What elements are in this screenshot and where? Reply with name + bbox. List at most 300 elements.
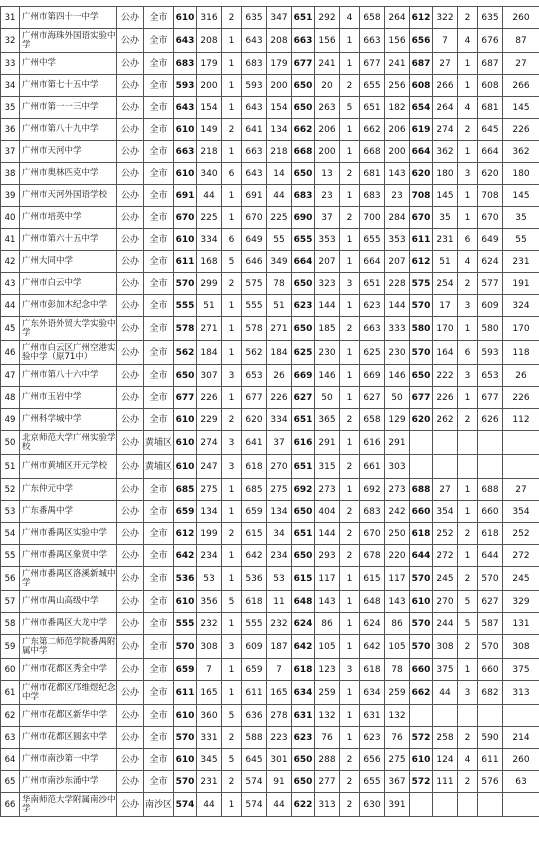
min-score-cell: 687 [410, 53, 433, 75]
row-index-cell: 58 [1, 613, 20, 635]
score-cell: 663 [360, 317, 385, 341]
school-type-cell: 公办 [117, 705, 144, 727]
school-name-cell: 广州市奥林匹克中学 [20, 163, 117, 185]
row-index-cell: 64 [1, 749, 20, 771]
score-cell: 618 [242, 591, 267, 613]
score-cell: 87 [503, 29, 539, 53]
score-cell: 5 [222, 749, 242, 771]
score-cell: 37 [315, 207, 340, 229]
score-cell: 1 [340, 141, 360, 163]
score-cell: 2 [222, 727, 242, 749]
min-score-cell: 677 [410, 387, 433, 409]
score-cell: 271 [197, 317, 222, 341]
min-score-cell: 555 [174, 295, 197, 317]
min-score-cell: 683 [292, 185, 315, 207]
score-cell: 708 [478, 185, 503, 207]
score-cell: 51 [433, 251, 458, 273]
row-index-cell: 52 [1, 479, 20, 501]
score-cell: 635 [478, 7, 503, 29]
table-row [1, 97, 539, 119]
score-cell: 1 [222, 53, 242, 75]
score-cell: 340 [197, 163, 222, 185]
score-cell: 682 [478, 681, 503, 705]
score-cell: 149 [197, 119, 222, 141]
school-name-cell: 华南师范大学附属南沙中学 [20, 793, 117, 817]
min-score-cell: 650 [292, 317, 315, 341]
score-cell: 570 [478, 567, 503, 591]
score-cell: 134 [197, 501, 222, 523]
school-type-cell: 公办 [117, 591, 144, 613]
score-cell: 35 [433, 207, 458, 229]
score-cell [458, 793, 478, 817]
score-cell: 292 [315, 7, 340, 29]
score-cell: 53 [267, 567, 292, 591]
school-name-cell: 广州市白云区广州空港实验中学（原71中） [20, 341, 117, 365]
score-cell: 313 [315, 793, 340, 817]
score-cell: 2 [458, 635, 478, 659]
score-cell [503, 793, 539, 817]
score-cell: 1 [458, 141, 478, 163]
table-row [1, 295, 539, 317]
school-name-cell: 广州市玉岩中学 [20, 387, 117, 409]
table-row [1, 387, 539, 409]
school-type-cell: 公办 [117, 229, 144, 251]
score-cell: 670 [478, 207, 503, 229]
score-cell: 179 [267, 53, 292, 75]
score-cell: 35 [503, 207, 539, 229]
enrollment-area-cell: 全市 [144, 141, 174, 163]
min-score-cell: 692 [292, 479, 315, 501]
score-cell: 653 [478, 365, 503, 387]
score-cell: 334 [197, 229, 222, 251]
score-cell: 5 [222, 251, 242, 273]
school-type-cell: 公办 [117, 387, 144, 409]
score-cell: 367 [385, 771, 410, 793]
score-cell: 618 [242, 455, 267, 479]
school-type-cell: 公办 [117, 749, 144, 771]
enrollment-area-cell: 南沙区 [144, 793, 174, 817]
table-row [1, 681, 539, 705]
score-cell: 3 [340, 273, 360, 295]
school-type-cell: 公办 [117, 185, 144, 207]
score-cell: 627 [478, 591, 503, 613]
score-cell: 165 [267, 681, 292, 705]
score-cell: 156 [385, 29, 410, 53]
min-score-cell: 612 [174, 523, 197, 545]
school-type-cell: 公办 [117, 317, 144, 341]
school-type-cell: 公办 [117, 97, 144, 119]
min-score-cell: 555 [174, 613, 197, 635]
score-cell: 91 [267, 771, 292, 793]
score-cell: 683 [360, 501, 385, 523]
school-name-cell: 广州市白云中学 [20, 273, 117, 295]
score-cell: 651 [360, 273, 385, 295]
score-cell: 670 [360, 523, 385, 545]
score-cell: 1 [340, 185, 360, 207]
min-score-cell: 570 [410, 567, 433, 591]
score-cell: 2 [222, 119, 242, 141]
min-score-cell: 610 [174, 749, 197, 771]
school-name-cell: 广州市第七十五中学 [20, 75, 117, 97]
table-row [1, 705, 539, 727]
min-score-cell: 650 [292, 771, 315, 793]
score-cell: 1 [222, 387, 242, 409]
score-cell [478, 455, 503, 479]
school-name-cell: 广东外语外贸大学实验中学 [20, 317, 117, 341]
score-cell: 404 [315, 501, 340, 523]
score-cell: 685 [242, 479, 267, 501]
score-cell: 179 [197, 53, 222, 75]
score-cell: 301 [267, 749, 292, 771]
score-cell: 273 [315, 479, 340, 501]
table-row [1, 229, 539, 251]
score-cell: 655 [360, 229, 385, 251]
school-type-cell: 公办 [117, 455, 144, 479]
row-index-cell: 42 [1, 251, 20, 273]
score-cell: 214 [503, 727, 539, 749]
min-score-cell: 656 [410, 29, 433, 53]
score-cell: 1 [222, 185, 242, 207]
row-index-cell: 43 [1, 273, 20, 295]
enrollment-area-cell: 全市 [144, 727, 174, 749]
score-cell: 2 [458, 727, 478, 749]
min-score-cell: 612 [410, 7, 433, 29]
school-name-cell: 广州市培英中学 [20, 207, 117, 229]
score-cell: 230 [315, 341, 340, 365]
table-row [1, 659, 539, 681]
score-cell: 692 [360, 479, 385, 501]
min-score-cell: 575 [410, 273, 433, 295]
enrollment-area-cell: 全市 [144, 251, 174, 273]
score-cell: 1 [458, 545, 478, 567]
score-cell [433, 705, 458, 727]
score-cell: 618 [360, 659, 385, 681]
table-row [1, 591, 539, 613]
score-cell: 86 [315, 613, 340, 635]
score-cell: 618 [478, 523, 503, 545]
score-cell: 636 [242, 705, 267, 727]
score-cell: 590 [478, 727, 503, 749]
min-score-cell: 650 [292, 273, 315, 295]
score-cell: 260 [503, 749, 539, 771]
score-cell: 1 [458, 479, 478, 501]
score-cell: 676 [478, 29, 503, 53]
score-cell: 2 [340, 771, 360, 793]
min-score-cell: 659 [174, 659, 197, 681]
score-cell: 123 [315, 659, 340, 681]
score-cell: 308 [197, 635, 222, 659]
score-cell: 26 [503, 365, 539, 387]
school-type-cell: 公办 [117, 119, 144, 141]
score-cell: 634 [360, 681, 385, 705]
score-cell: 185 [315, 317, 340, 341]
score-cell: 288 [315, 749, 340, 771]
score-cell: 646 [242, 251, 267, 273]
min-score-cell: 662 [292, 119, 315, 141]
min-score-cell: 651 [292, 455, 315, 479]
score-cell: 145 [503, 97, 539, 119]
min-score-cell: 677 [174, 387, 197, 409]
score-cell: 660 [478, 659, 503, 681]
enrollment-area-cell: 全市 [144, 295, 174, 317]
table-row [1, 523, 539, 545]
score-cell: 1 [458, 207, 478, 229]
score-cell: 683 [242, 53, 267, 75]
table-row [1, 567, 539, 591]
score-cell: 23 [315, 185, 340, 207]
score-cell: 668 [360, 141, 385, 163]
min-score-cell [410, 455, 433, 479]
enrollment-area-cell: 全市 [144, 409, 174, 431]
score-cell: 649 [242, 229, 267, 251]
min-score-cell: 578 [174, 317, 197, 341]
enrollment-area-cell: 全市 [144, 273, 174, 295]
min-score-cell: 642 [292, 635, 315, 659]
score-cell: 1 [458, 75, 478, 97]
score-cell: 259 [385, 681, 410, 705]
score-cell: 1 [222, 613, 242, 635]
min-score-cell: 688 [410, 479, 433, 501]
score-cell: 144 [315, 523, 340, 545]
school-name-cell: 广州大同中学 [20, 251, 117, 273]
score-cell: 3 [458, 163, 478, 185]
score-cell: 2 [458, 567, 478, 591]
min-score-cell: 574 [174, 793, 197, 817]
score-cell: 609 [242, 635, 267, 659]
row-index-cell: 65 [1, 771, 20, 793]
score-cell: 143 [315, 591, 340, 613]
score-cell: 226 [267, 387, 292, 409]
min-score-cell: 610 [174, 705, 197, 727]
min-score-cell: 610 [174, 163, 197, 185]
score-cell: 228 [385, 273, 410, 295]
score-cell: 275 [267, 479, 292, 501]
min-score-cell: 663 [174, 141, 197, 163]
score-cell: 331 [197, 727, 222, 749]
row-index-cell: 36 [1, 119, 20, 141]
score-cell: 44 [197, 185, 222, 207]
enrollment-area-cell: 全市 [144, 387, 174, 409]
score-cell: 316 [197, 7, 222, 29]
school-type-cell: 公办 [117, 207, 144, 229]
score-cell: 250 [385, 523, 410, 545]
score-cell: 625 [360, 341, 385, 365]
min-score-cell: 651 [292, 7, 315, 29]
score-cell: 226 [197, 387, 222, 409]
score-cell: 353 [385, 229, 410, 251]
score-cell: 5 [340, 97, 360, 119]
score-cell: 700 [360, 207, 385, 229]
score-cell: 659 [242, 501, 267, 523]
row-index-cell: 66 [1, 793, 20, 817]
score-cell: 132 [315, 705, 340, 727]
score-cell [478, 431, 503, 455]
school-name-cell: 广州市南沙第一中学 [20, 749, 117, 771]
enrollment-area-cell: 全市 [144, 523, 174, 545]
school-type-cell: 公办 [117, 681, 144, 705]
score-cell: 272 [503, 545, 539, 567]
score-cell: 1 [340, 29, 360, 53]
score-cell: 313 [503, 681, 539, 705]
score-cell: 3 [222, 455, 242, 479]
row-index-cell: 49 [1, 409, 20, 431]
table-row [1, 207, 539, 229]
row-index-cell: 33 [1, 53, 20, 75]
score-cell: 11 [267, 591, 292, 613]
table-row [1, 29, 539, 53]
school-name-cell: 广州市禺山高级中学 [20, 591, 117, 613]
score-cell: 1 [222, 75, 242, 97]
score-cell: 651 [360, 97, 385, 119]
score-cell: 1 [458, 53, 478, 75]
score-cell: 1 [340, 727, 360, 749]
score-cell: 3 [458, 295, 478, 317]
score-cell: 242 [385, 501, 410, 523]
score-cell: 615 [242, 523, 267, 545]
table-row [1, 341, 539, 365]
score-cell: 264 [433, 97, 458, 119]
min-score-cell: 619 [410, 119, 433, 141]
score-cell: 6 [222, 229, 242, 251]
score-cell: 275 [197, 479, 222, 501]
score-cell: 2 [458, 523, 478, 545]
score-cell: 562 [242, 341, 267, 365]
min-score-cell: 623 [292, 727, 315, 749]
score-cell: 291 [315, 431, 340, 455]
enrollment-area-cell: 全市 [144, 75, 174, 97]
score-cell: 270 [267, 455, 292, 479]
score-cell: 1 [458, 317, 478, 341]
score-cell: 649 [478, 229, 503, 251]
score-cell: 145 [433, 185, 458, 207]
row-index-cell: 46 [1, 341, 20, 365]
score-cell: 2 [340, 501, 360, 523]
school-name-cell: 广东番禺中学 [20, 501, 117, 523]
score-cell: 17 [433, 295, 458, 317]
score-cell: 146 [315, 365, 340, 387]
school-name-cell: 广州市第一一三中学 [20, 97, 117, 119]
score-cell: 199 [197, 523, 222, 545]
score-cell: 322 [433, 7, 458, 29]
school-name-cell: 广州市第八十六中学 [20, 365, 117, 387]
score-cell: 360 [197, 705, 222, 727]
score-cell: 608 [478, 75, 503, 97]
score-cell: 580 [478, 317, 503, 341]
enrollment-area-cell: 全市 [144, 29, 174, 53]
min-score-cell: 670 [174, 207, 197, 229]
score-cell: 323 [315, 273, 340, 295]
score-cell: 170 [503, 317, 539, 341]
score-cell: 354 [433, 501, 458, 523]
score-cell: 55 [267, 229, 292, 251]
min-score-cell: 625 [292, 341, 315, 365]
row-index-cell: 60 [1, 659, 20, 681]
enrollment-area-cell: 全市 [144, 185, 174, 207]
enrollment-area-cell: 全市 [144, 681, 174, 705]
min-score-cell: 663 [292, 29, 315, 53]
row-index-cell: 48 [1, 387, 20, 409]
score-cell: 536 [242, 567, 267, 591]
score-cell: 2 [458, 119, 478, 141]
score-cell: 273 [385, 479, 410, 501]
row-index-cell: 31 [1, 7, 20, 29]
score-cell: 277 [315, 771, 340, 793]
score-cell: 644 [478, 545, 503, 567]
school-type-cell: 公办 [117, 523, 144, 545]
score-cell: 3 [222, 635, 242, 659]
score-cell: 659 [242, 659, 267, 681]
enrollment-area-cell: 全市 [144, 501, 174, 523]
score-cell: 1 [340, 295, 360, 317]
enrollment-area-cell: 全市 [144, 97, 174, 119]
score-cell: 271 [267, 317, 292, 341]
score-cell: 2 [458, 7, 478, 29]
school-name-cell: 广州市花都区圆玄中学 [20, 727, 117, 749]
score-cell: 643 [242, 29, 267, 53]
score-cell: 134 [267, 501, 292, 523]
score-cell: 1 [222, 479, 242, 501]
table-row [1, 431, 539, 455]
score-cell: 687 [478, 53, 503, 75]
row-index-cell: 39 [1, 185, 20, 207]
score-cell: 1 [340, 567, 360, 591]
score-cell: 1 [340, 229, 360, 251]
score-cell: 641 [242, 119, 267, 141]
enrollment-area-cell: 全市 [144, 341, 174, 365]
score-cell: 1 [340, 341, 360, 365]
school-name-cell: 广州市第六十五中学 [20, 229, 117, 251]
score-cell: 78 [267, 273, 292, 295]
score-cell: 315 [315, 455, 340, 479]
score-cell: 2 [340, 523, 360, 545]
table-row [1, 163, 539, 185]
table-row [1, 317, 539, 341]
score-cell: 220 [385, 545, 410, 567]
score-cell: 1 [340, 365, 360, 387]
score-cell: 131 [503, 613, 539, 635]
score-cell: 2 [340, 409, 360, 431]
table-row [1, 141, 539, 163]
score-cell: 4 [458, 749, 478, 771]
score-cell: 655 [360, 75, 385, 97]
score-cell: 365 [315, 409, 340, 431]
min-score-cell: 650 [292, 749, 315, 771]
table-row [1, 251, 539, 273]
score-cell [433, 431, 458, 455]
score-cell: 611 [242, 681, 267, 705]
min-score-cell: 660 [410, 501, 433, 523]
min-score-cell: 570 [410, 613, 433, 635]
school-type-cell: 公办 [117, 635, 144, 659]
score-cell: 1 [222, 659, 242, 681]
min-score-cell: 644 [410, 545, 433, 567]
row-index-cell: 63 [1, 727, 20, 749]
min-score-cell: 610 [410, 591, 433, 613]
min-score-cell [410, 705, 433, 727]
score-cell: 1 [222, 501, 242, 523]
score-cell: 218 [197, 141, 222, 163]
school-type-cell: 公办 [117, 7, 144, 29]
row-index-cell: 54 [1, 523, 20, 545]
score-cell [458, 455, 478, 479]
school-type-cell: 公办 [117, 793, 144, 817]
score-cell: 611 [478, 749, 503, 771]
score-cell: 2 [458, 409, 478, 431]
score-cell: 207 [315, 251, 340, 273]
table-row [1, 409, 539, 431]
school-name-cell: 广州市番禺区象贤中学 [20, 545, 117, 567]
school-type-cell: 公办 [117, 727, 144, 749]
